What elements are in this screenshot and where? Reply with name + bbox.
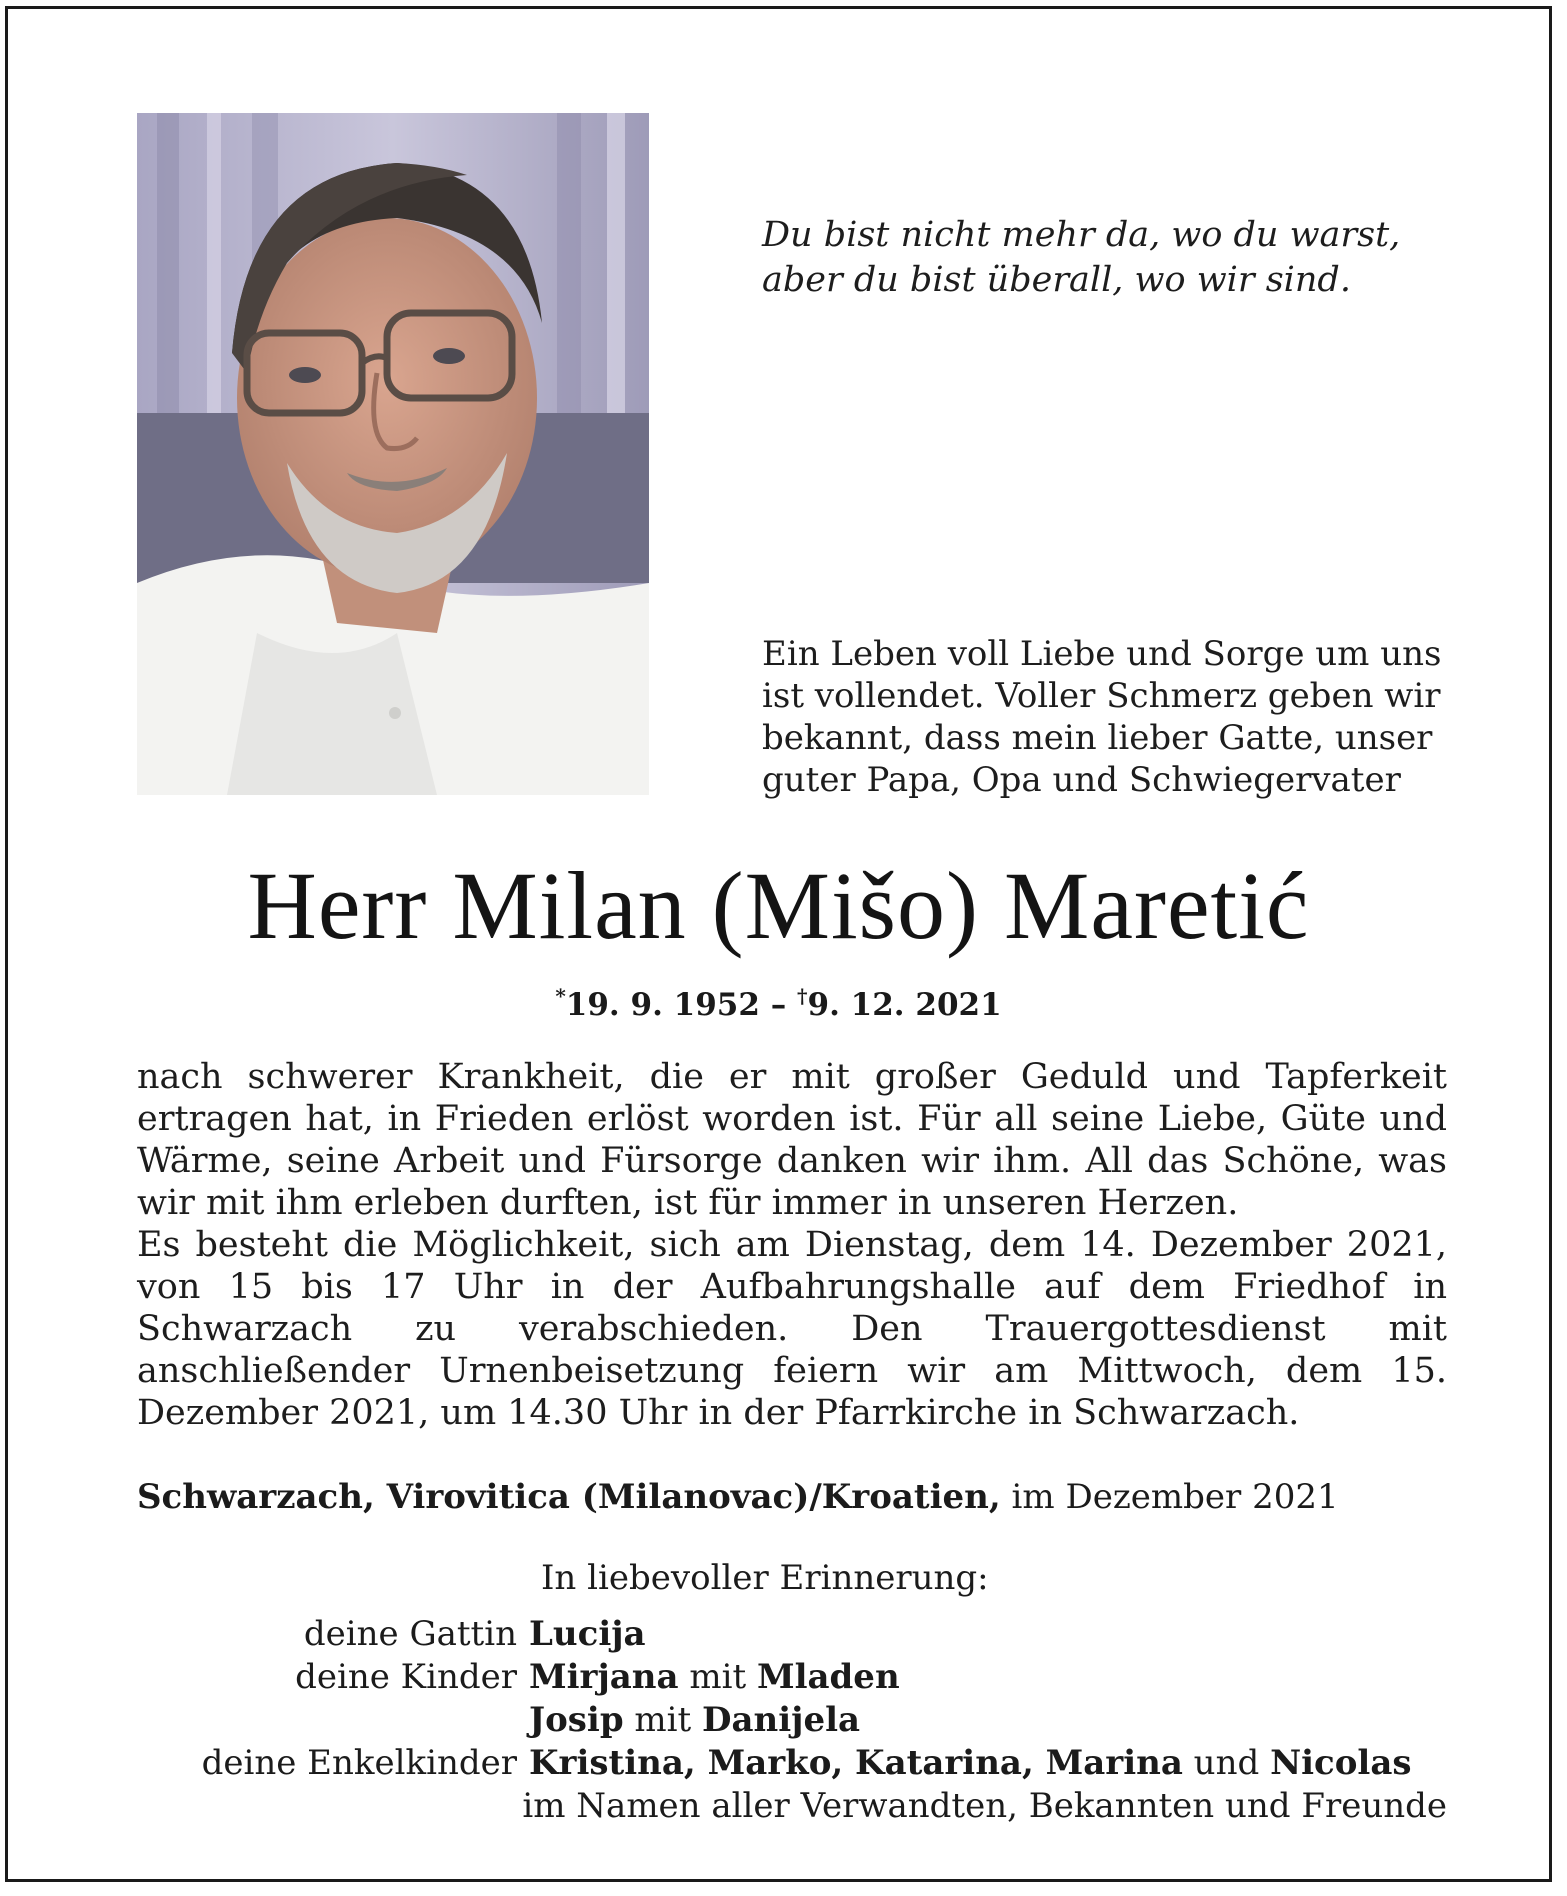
place-and-date	[137, 1476, 1447, 1518]
grandchildren-label: deine Enkelkinder	[201, 1743, 517, 1783]
death-date: 9. 12. 2021	[807, 987, 1002, 1023]
obituary-frame	[5, 6, 1552, 1882]
intro-text	[762, 633, 1446, 801]
remembrance-title: In liebevoller Erinnerung:	[541, 1558, 989, 1598]
closing-line: im Namen aller Verwandten, Bekannten und Freunde	[522, 1786, 1447, 1826]
death-symbol: †	[797, 984, 808, 1008]
intro-line-2: ist vollendet. Voller Schmerz geben wir	[762, 676, 1441, 716]
family-row-child2	[137, 1699, 1447, 1742]
spouse-label: deine Gattin	[303, 1614, 517, 1654]
grandchildren-list: Kristina, Marko, Katarina, Marina	[529, 1743, 1183, 1783]
place-names: Schwarzach, Virovitica (Milanovac)/Kroatien,	[137, 1477, 1001, 1517]
life-dates	[8, 976, 1549, 1025]
child2-partner: Danijela	[702, 1700, 861, 1740]
child1-conj: mit	[678, 1657, 757, 1697]
birth-date: 19. 9. 1952	[565, 987, 760, 1023]
intro-line-4: guter Papa, Opa und Schwiegervater	[762, 760, 1401, 800]
grandchild-last: Nicolas	[1270, 1743, 1412, 1783]
intro-line-1: Ein Leben voll Liebe und Sorge um uns	[762, 634, 1442, 674]
grandchildren-conj: und	[1182, 1743, 1271, 1783]
intro-line-3: bekannt, dass mein lieber Gatte, unser	[762, 718, 1433, 758]
birth-symbol: *	[555, 984, 566, 1008]
family-row-spouse	[137, 1613, 1447, 1656]
family-row-children	[137, 1656, 1447, 1699]
motto-line-2: aber du bist überall, wo wir sind.	[762, 260, 1351, 300]
deceased-name: Herr Milan (Mišo) Maretić	[247, 852, 1310, 959]
date-separator: –	[759, 987, 798, 1023]
obituary-body	[137, 1056, 1447, 1434]
motto-quote	[762, 213, 1482, 303]
child1-partner: Mladen	[756, 1657, 900, 1697]
body-paragraph-1: nach schwerer Krankheit, die er mit großer Geduld und Tapferkeit ertragen hat, in Frieden erlöst worden ist. Für all seine Liebe, Güte und Wärme, seine Arbeit und Fürsorge danken wir ihm. All das Schöne, was wir mit ihm erleben durften, ist für immer in unseren Herzen.	[137, 1057, 1447, 1223]
child2-conj: mit	[623, 1700, 703, 1740]
family-row-closing	[137, 1785, 1447, 1828]
family-list	[137, 1613, 1447, 1828]
body-paragraph-2: Es besteht die Möglichkeit, sich am Dienstag, dem 14. Dezember 2021, von 15 bis 17 Uhr in der Aufbahrungshalle auf dem Friedhof in Schwarzach zu verabschieden. Den Trauergottesdienst mit anschließender Urnenbeisetzung feiern wir am Mittwoch, dem 15. Dezember 2021, um 14.30 Uhr in der Pfarrkirche in Schwarzach.	[137, 1225, 1447, 1433]
portrait-image	[137, 113, 649, 795]
portrait-photo	[137, 113, 649, 795]
spouse-name: Lucija	[529, 1614, 646, 1654]
place-date: im Dezember 2021	[1000, 1477, 1339, 1517]
children-label: deine Kinder	[295, 1657, 517, 1697]
child2-name: Josip	[529, 1700, 624, 1740]
child1-name: Mirjana	[529, 1657, 679, 1697]
motto-line-1: Du bist nicht mehr da, wo du warst,	[762, 215, 1401, 255]
family-row-grandchildren	[137, 1742, 1447, 1785]
